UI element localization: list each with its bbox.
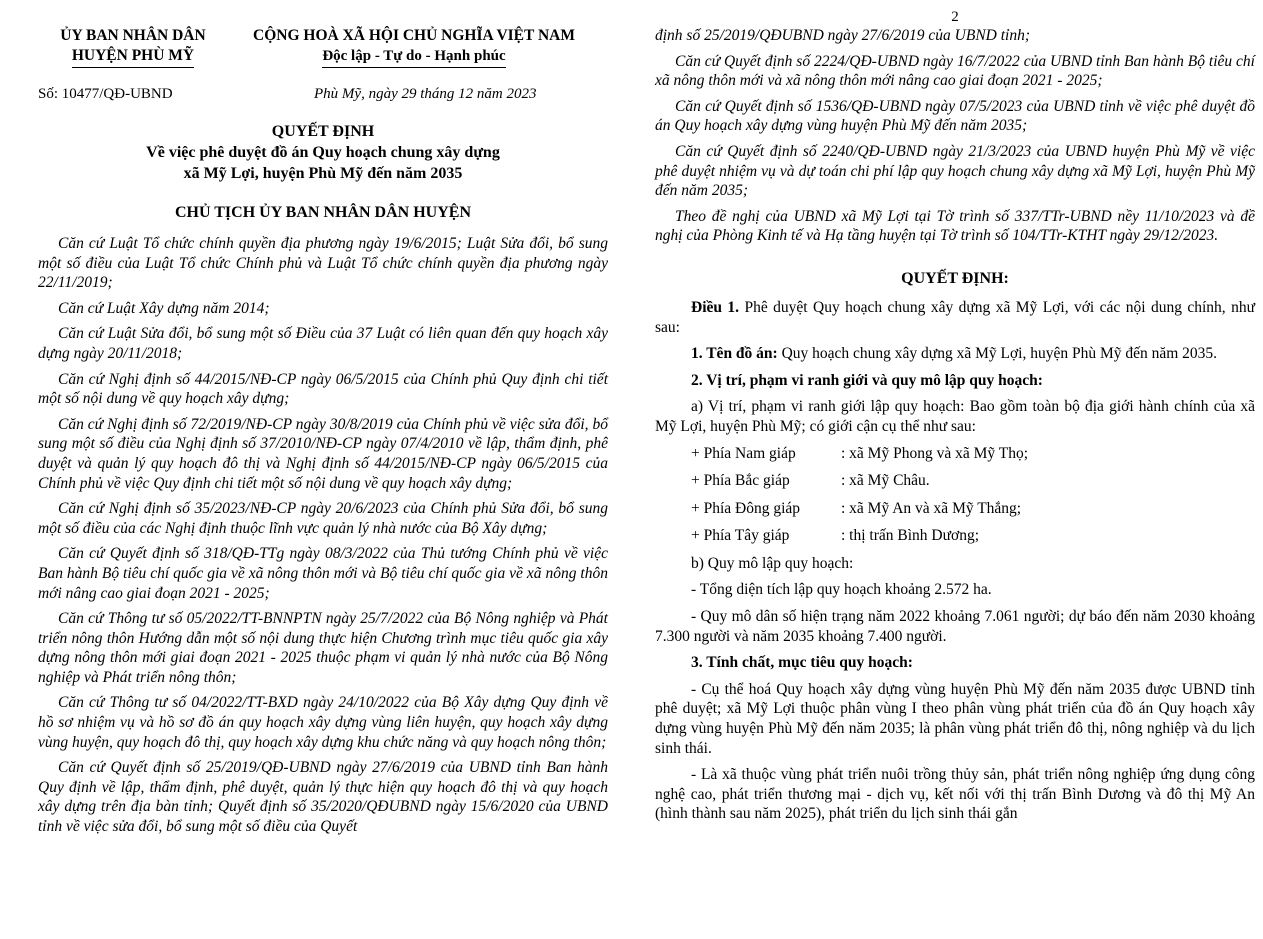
legal-basis: Căn cứ Quyết định số 2224/QĐ-UBND ngày 16/7/2022 của UBND tỉnh Ban hành Bộ tiêu chí xã nông thôn mới và xã nông thôn mới nâng cao giai đoạn 2021 - 2025; [655, 52, 1255, 90]
legal-bases-left [38, 234, 608, 837]
border-side: + Phía Đông giáp [691, 499, 801, 517]
border-item [655, 526, 1255, 546]
section-2a: a) Vị trí, phạm vi ranh giới lập quy hoạch: Bao gồm toàn bộ địa giới hành chính của xã Mỹ Lợi, huyện Phù Mỹ; có giới cận cụ thể như sau: [655, 398, 1255, 435]
border-value: : xã Mỹ An và xã Mỹ Thắng; [841, 499, 1022, 517]
legal-basis: Căn cứ Thông tư số 04/2022/TT-BXD ngày 24/10/2022 của Bộ Xây dựng Quy định về hồ sơ nhiệm vụ và hồ sơ đồ án quy hoạch xây dựng vùng liên huyện, quy hoạch xây dựng vùng huyện, quy hoạch đô thị, quy hoạch xây dựng khu chức năng và quy hoạch nông thôn; [38, 694, 608, 751]
border-item [655, 444, 1255, 464]
legal-basis: Căn cứ Luật Tổ chức chính quyền địa phương ngày 19/6/2015; Luật Sửa đổi, bổ sung một số điều của Luật Tổ chức Chính phủ và Luật Tổ chức chính quyền địa phương ngày 22/11/2019; [38, 235, 608, 292]
section-2b-area: - Tổng diện tích lập quy hoạch khoảng 2.572 ha. [691, 581, 992, 599]
legal-basis-continued: định số 25/2019/QĐUBND ngày 27/6/2019 của UBND tỉnh; [655, 27, 1030, 44]
decision-title: QUYẾT ĐỊNH [271, 123, 375, 140]
legal-basis: Căn cứ Nghị định số 35/2023/NĐ-CP ngày 20/6/2023 của Chính phủ Sửa đổi, bổ sung một số điều của các Nghị định thuộc lĩnh vực quản lý nhà nước của Bộ Xây dựng; [38, 500, 608, 537]
nation-motto: Độc lập - Tự do - Hạnh phúc [322, 46, 505, 68]
legal-basis: Căn cứ Nghị định số 72/2019/NĐ-CP ngày 30/8/2019 của Chính phủ về việc sửa đổi, bổ sung một số điều của Nghị định số 37/2010/NĐ-CP ngày 07/4/2010 về lập, thẩm định, phê duyệt và quản lý quy hoạch đô thị và Nghị định số 44/2015/NĐ-CP ngày 06/5/2015 của Chính phủ về việc Quy định chi tiết một số nội dung về quy hoạch xây dựng; [38, 415, 608, 492]
article-1-text: Phê duyệt Quy hoạch chung xây dựng xã Mỹ Lợi, với các nội dung chính, như sau: [655, 298, 1255, 336]
border-value: : xã Mỹ Phong và xã Mỹ Thọ; [841, 444, 1028, 462]
section-2b: b) Quy mô lập quy hoạch: [691, 554, 854, 572]
legal-basis: Căn cứ Thông tư số 05/2022/TT-BNNPTN ngày 25/7/2022 của Bộ Nông nghiệp và Phát triển nông thôn Hướng dẫn một số nội dung thực hiện Chương trình mục tiêu quốc gia xây dựng nông thôn mới giai đoạn 2021 - 2025 thuộc phạm vi quản lý nhà nước của Bộ Nông nghiệp và Phát triển nông thôn; [38, 610, 608, 686]
legal-bases-right [655, 26, 1255, 246]
border-value: : xã Mỹ Châu. [841, 472, 930, 490]
border-side: + Phía Nam giáp [691, 444, 796, 462]
org-line1: ỦY BAN NHÂN DÂN [60, 27, 206, 44]
section-2-heading: 2. Vị trí, phạm vi ranh giới và quy mô lập quy hoạch: [691, 371, 1043, 389]
section-3-paragraph: - Cụ thể hoá Quy hoạch xây dựng vùng huyện Phù Mỹ đến năm 2035 được UBND tỉnh phê duyệt; xã Mỹ Lợi thuộc phân vùng I theo phân vùng phát triển của đồ án Quy hoạch xây dựng vùng huyện Phù Mỹ đến năm 2035; là phân vùng phát triển đô thị, nông nghiệp và du lịch sinh thái. [655, 680, 1255, 757]
section-3-paragraph: - Là xã thuộc vùng phát triển nuôi trồng thủy sản, phát triển nông nghiệp ứng dụng công nghệ cao, phát triển thương mại - dịch vụ, kết nối với thị trấn Bình Dương và đô thị Mỹ An (hình thành sau năm 2025), phát triển du lịch sinh thái gắn [655, 766, 1255, 823]
issuing-organization [38, 26, 228, 68]
section-3-heading: 3. Tính chất, mục tiêu quy hoạch: [691, 654, 913, 672]
border-side: + Phía Bắc giáp [691, 472, 790, 490]
border-side: + Phía Tây giáp [691, 527, 790, 545]
section-1-label: 1. Tên đồ án: [691, 345, 778, 363]
legal-basis: Căn cứ Quyết định số 318/QĐ-TTg ngày 08/3/2022 của Thủ tướng Chính phủ về việc Ban hành Bộ tiêu chí quốc gia về xã nông thôn mới và Bộ tiêu chí quốc gia về xã nông thôn mới nâng cao giai đoạn 2021 - 2025; [38, 545, 608, 602]
document-header [38, 0, 608, 112]
legal-basis: Căn cứ Quyết định số 1536/QĐ-UBND ngày 07/5/2023 của UBND tỉnh về việc phê duyệt đồ án Quy hoạch xây dựng vùng huyện Phù Mỹ đến năm 2035; [655, 97, 1255, 135]
nation-line1: CỘNG HOÀ XÃ HỘI CHỦ NGHĨA VIỆT NAM [253, 27, 575, 44]
article-1 [655, 298, 1255, 337]
document-date: Phù Mỹ, ngày 29 tháng 12 năm 2023 [314, 86, 537, 102]
legal-basis: Căn cứ Quyết định số 25/2019/QĐ-UBND ngày 27/6/2019 của UBND tỉnh Ban hành Quy định về lập, thẩm định, phê duyệt, quản lý thực hiện quy hoạch đô thị và quy hoạch xây dựng trên địa bàn tỉnh; Quyết định số 35/2020/QĐUBND ngày 15/6/2020 của UBND tỉnh về việc sửa đổi, bổ sung một số điều của Quyết [38, 759, 608, 836]
legal-basis: Căn cứ Luật Sửa đổi, bổ sung một số Điều của 37 Luật có liên quan đến quy hoạch xây dựng ngày 20/11/2018; [38, 325, 608, 362]
document-number: Số: 10477/QĐ-UBND [38, 86, 173, 102]
section-1-text: Quy hoạch chung xây dựng xã Mỹ Lợi, huyện Phù Mỹ đến năm 2035. [777, 345, 1218, 363]
proposal-basis: Theo đề nghị của UBND xã Mỹ Lợi tại Tờ trình số 337/TTr-UBND nềy 11/10/2023 và đề nghị của Phòng Kinh tế và Hạ tầng huyện tại Tờ trình số 104/TTr-KTHT ngày 29/12/2023. [655, 207, 1255, 245]
national-heading [234, 26, 594, 68]
legal-basis: Căn cứ Nghị định số 44/2015/NĐ-CP ngày 06/5/2015 của Chính phủ Quy định chi tiết một số nội dung về quy hoạch xây dựng; [38, 370, 608, 408]
org-line2: HUYỆN PHÙ MỸ [72, 46, 194, 68]
legal-basis: Căn cứ Luật Xây dựng năm 2014; [58, 299, 270, 317]
left-column [38, 0, 608, 843]
section-2b-population: - Quy mô dân số hiện trạng năm 2022 khoảng 7.061 người; dự báo đến năm 2030 khoảng 7.300 người và năm 2035 khoảng 7.400 người. [655, 608, 1255, 645]
section-1 [655, 344, 1255, 364]
article-1-label: Điều 1. [691, 298, 740, 316]
page-number: 2 [951, 9, 959, 25]
decision-subject-line2: xã Mỹ Lợi, huyện Phù Mỹ đến năm 2035 [183, 165, 463, 182]
right-column [655, 0, 1255, 831]
border-value: : thị trấn Bình Dương; [841, 527, 980, 545]
border-item [655, 471, 1255, 491]
authority-heading: CHỦ TỊCH ỦY BAN NHÂN DÂN HUYỆN [174, 204, 471, 221]
decision-subject-line1: Về việc phê duyệt đồ án Quy hoạch chung xây dựng [146, 144, 500, 161]
decision-heading: QUYẾT ĐỊNH: [901, 269, 1009, 287]
border-item [655, 499, 1255, 519]
legal-basis: Căn cứ Quyết định số 2240/QĐ-UBND ngày 21/3/2023 của UBND huyện Phù Mỹ về việc phê duyệt nhiệm vụ và dự toán chi phí lập quy hoạch chung xây dựng xã Mỹ Lợi, huyện Phù Mỹ đến năm 2035; [655, 142, 1255, 200]
